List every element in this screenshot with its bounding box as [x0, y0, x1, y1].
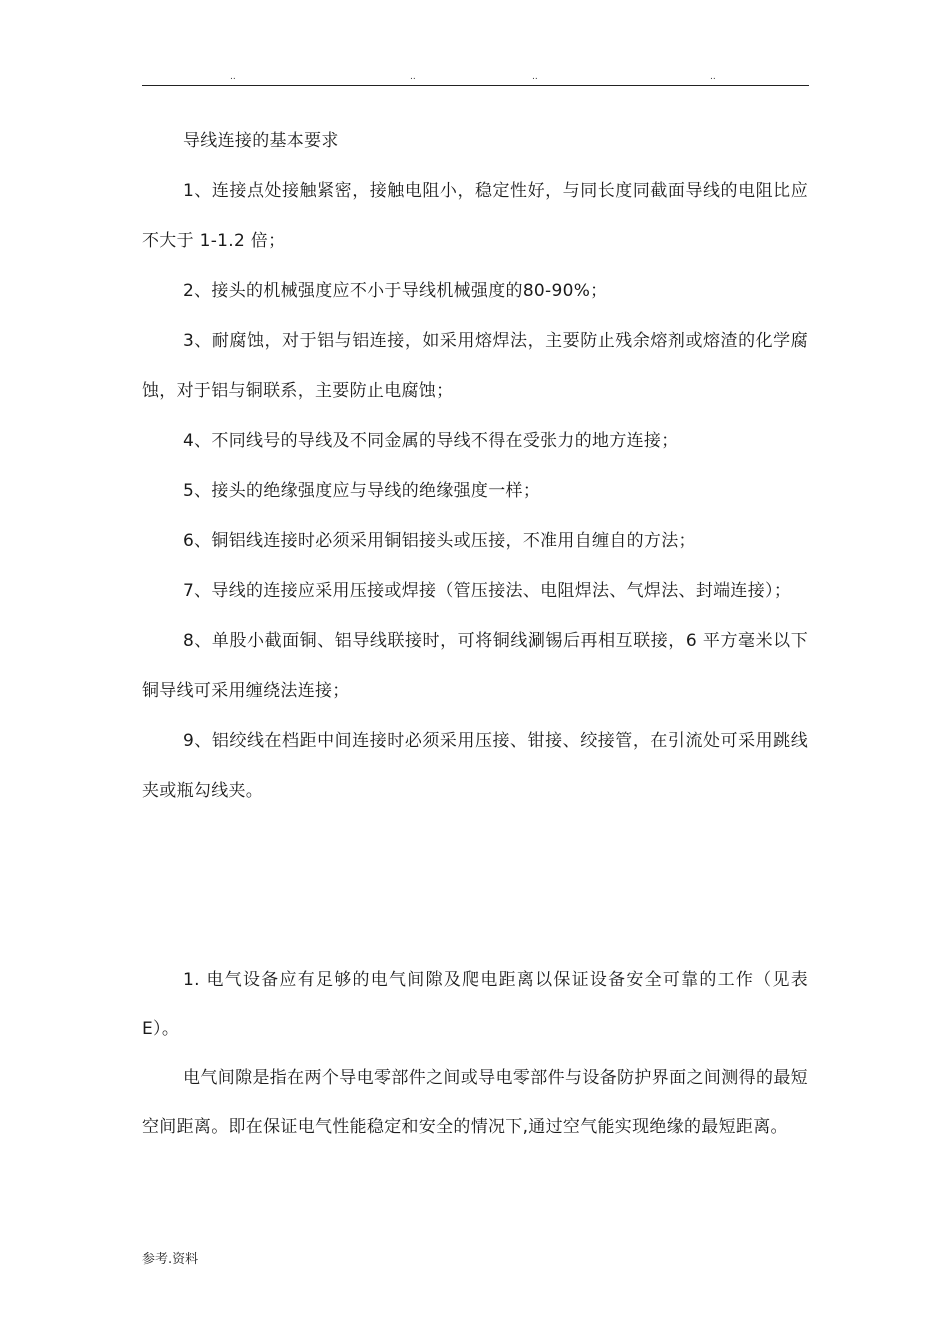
- requirement-item: 1、连接点处接触紧密，接触电阻小，稳定性好，与同长度同截面导线的电阻比应不大于 1-1.2 倍；: [142, 181, 808, 251]
- page-header: [142, 72, 808, 84]
- clearance-definition: 电气间隙是指在两个导电零部件之间或导电零部件与设备防护界面之间测得的最短空间距离。即在保证电气性能稳定和安全的情况下,通过空气能实现绝缘的最短距离。: [142, 1068, 808, 1137]
- requirement-item: 8、单股小截面铜、铝导线联接时，可将铜线涮锡后再相互联接，6 平方毫米以下铜导线可采用缠绕法连接；: [142, 631, 808, 701]
- header-dot: ..: [230, 72, 236, 82]
- page-footer: 参考.资料: [142, 1252, 199, 1267]
- requirement-item: 7、导线的连接应采用压接或焊接（管压接法、电阻焊法、气焊法、封端连接）；: [183, 581, 792, 601]
- header-dot: ..: [410, 72, 416, 82]
- header-dot: ..: [532, 72, 538, 82]
- requirement-item: 9、铝绞线在档距中间连接时必须采用压接、钳接、绞接管，在引流处可采用跳线夹或瓶勾线夹。: [142, 731, 808, 801]
- clearance-item: 1. 电气设备应有足够的电气间隙及爬电距离以保证设备安全可靠的工作（见表E）。: [142, 970, 808, 1039]
- requirement-item: 4、不同线号的导线及不同金属的导线不得在受张力的地方连接；: [183, 431, 679, 451]
- requirement-item: 6、铜铝线连接时必须采用铜铝接头或压接，不准用自缠自的方法；: [183, 531, 696, 551]
- requirement-item: 5、接头的绝缘强度应与导线的绝缘强度一样；: [183, 481, 541, 501]
- requirement-item: 2、接头的机械强度应不小于导线机械强度的80-90%；: [183, 281, 608, 301]
- requirement-item: 3、耐腐蚀，对于铝与铝连接，如采用熔焊法，主要防止残余熔剂或熔渣的化学腐蚀，对于铝与铜联系，主要防止电腐蚀；: [142, 331, 808, 401]
- section-title: 导线连接的基本要求: [183, 131, 339, 151]
- header-rule: [142, 85, 809, 86]
- section-wire-connection: [142, 116, 808, 816]
- header-dot: ..: [710, 72, 716, 82]
- section-electrical-clearance: [142, 956, 808, 1152]
